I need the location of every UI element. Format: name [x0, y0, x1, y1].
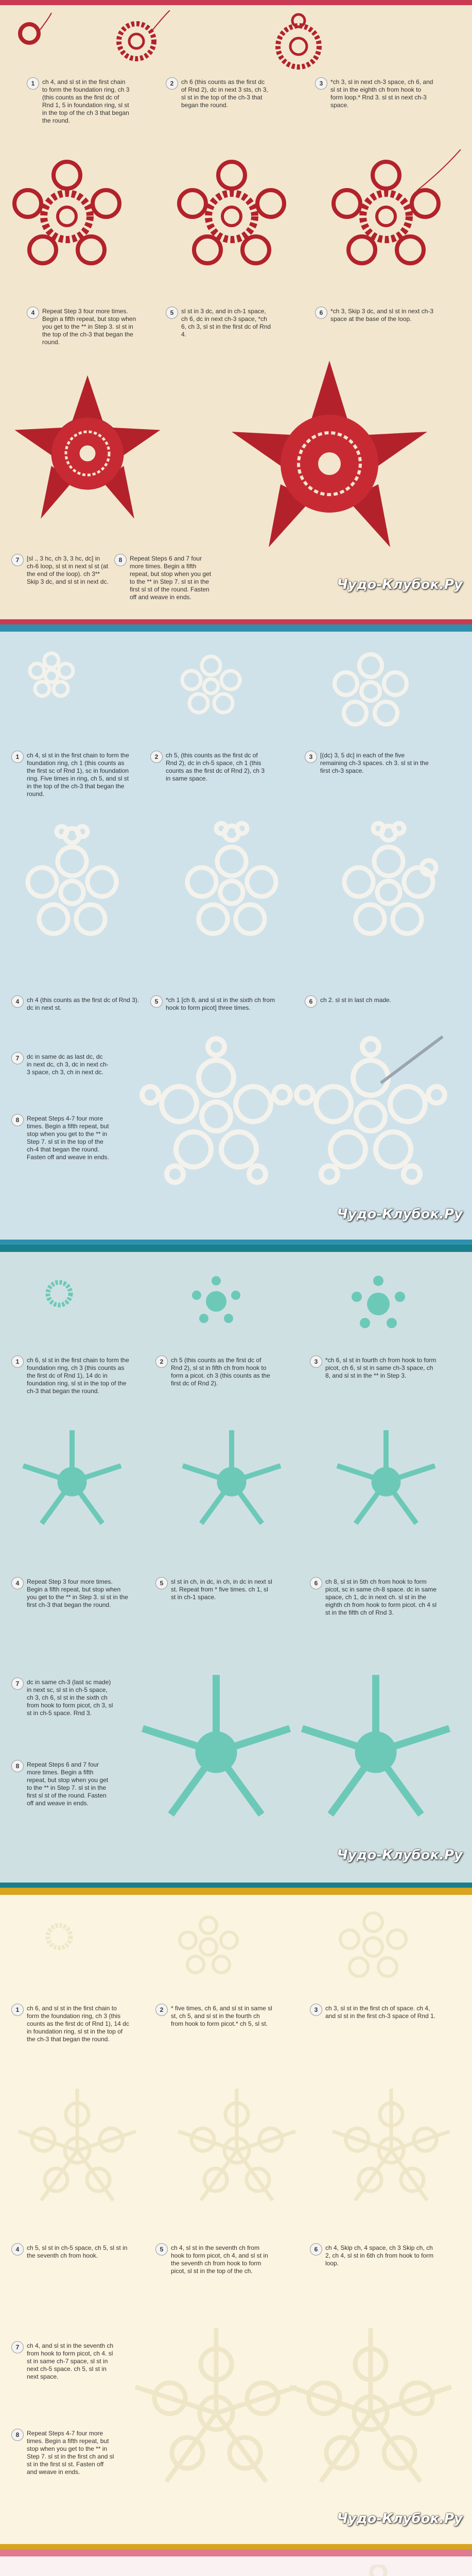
- step-number: 4: [27, 307, 39, 319]
- step-text: *ch 3, sl in next ch-3 space, ch 6, and sl st in the eighth ch from hook to form loop.* Rnd 3. sl st in next ch-3 space.: [330, 78, 433, 109]
- step-text: ch 8, sl st in 5th ch from hook to form picot, sc in same ch-8 space. dc in same space, ch 1, dc in next ch. sl st in the eighth ch from hook to form picot. ch 4 sl st in the fifth ch of Rnd 3.: [325, 1578, 437, 1616]
- step-number: 2: [155, 2004, 168, 2016]
- step-text: ch 4, and sl st in the first chain to form the foundation ring, ch 3 (this counts as the first dc of Rnd 1, 5 in foundation ring, sl st in the top of the ch 3 that began the round.: [42, 78, 130, 124]
- step-number: 3: [305, 751, 317, 763]
- step-number: 5: [150, 995, 163, 1008]
- step-text: ch 6 (this counts as the first dc of Rnd 2), dc in next 3 sts, ch 3, sl st in the top of the ch-3 that began the round.: [181, 78, 268, 109]
- photo-step-3: [329, 1903, 417, 1991]
- photo-step-8: [118, 1657, 463, 1848]
- photo-step-4: [5, 815, 139, 959]
- bottom-band: [0, 1240, 472, 1245]
- step-text: Repeat Steps 6 and 7 four more times. Begin a fifth repeat, but stop when you get to the ** in Step 7. sl st in the first sl st of the round. Fasten off and weave in ends.: [27, 1761, 109, 1807]
- photo-step-6: [314, 149, 463, 283]
- step-number: 7: [11, 1052, 24, 1064]
- step-text: *ch 6, sl st in fourth ch from hook to form picot, ch 6, sl st in same ch-3 space, ch 8, and sl st in the ** in Step 3.: [325, 1357, 436, 1379]
- step-text: ch 5, sl st in ch-5 space, ch 5, sl st in the seventh ch from hook.: [27, 2244, 128, 2259]
- photo-step-4: [5, 2078, 149, 2223]
- top-band: [0, 1888, 472, 1895]
- step-number: 8: [11, 2429, 24, 2441]
- step-number: 5: [166, 307, 178, 319]
- step-number: 6: [305, 995, 317, 1008]
- photo-step-4: [5, 155, 129, 278]
- step-number: 2: [150, 751, 163, 763]
- panel-red-motif: [0, 0, 472, 624]
- photo-step-4: [5, 1420, 139, 1544]
- step-number: 1: [11, 1355, 24, 1368]
- photo-step-5: [165, 1420, 299, 1544]
- step-text: Repeat Steps 4-7 four more times. Begin a fifth repeat, but stop when you get to the ** in Step 7. sl st in the top of the ch-4 that began the round. Fasten off and weave in ends.: [27, 1115, 109, 1161]
- panel-blue-motif: [0, 624, 472, 1245]
- bottom-band: [0, 619, 472, 624]
- photo-step-3: [340, 1255, 417, 1343]
- step-number: 5: [155, 1577, 168, 1589]
- step-text: *ch 3, Skip 3 dc, and sl st in next ch-3 space at the base of the loop.: [330, 308, 434, 323]
- step-number: 7: [11, 554, 24, 566]
- step-text: ch 2. sl st in last ch made.: [320, 996, 392, 1004]
- photo-step-3: [335, 2565, 422, 2576]
- site-logo: Чудо-Клубок.Ру: [337, 577, 463, 592]
- step-text: * five times, ch 6, and sl st in same sl st, ch 5, and sl st in the fourth ch from hook to form picot.* ch 5, sl st.: [171, 2005, 272, 2027]
- step-text: Repeat Steps 6 and 7 four more times. Begin a fifth repeat, but stop when you get to the ** in Step 7. sl st in the first sl st of the round. Fasten off and weave in ends.: [130, 555, 212, 601]
- step-number: 3: [315, 77, 327, 90]
- step-text: ch 4, sl st in the seventh ch from hook to form picot, ch 4, and sl st in the seventh ch from hook to form picot, sl st in the top of the ch.: [171, 2244, 268, 2275]
- step-text: [(dc) 3, 5 dc] in each of the five remaining ch-3 spaces. ch 3. sl st in the first ch-3 space.: [320, 752, 429, 774]
- photo-step-2: [180, 1265, 252, 1337]
- top-band: [0, 624, 472, 632]
- photo-step-2: [170, 645, 252, 727]
- step-number: 4: [11, 995, 24, 1008]
- panel-gold-motif: [0, 1888, 472, 2549]
- step-number: 4: [11, 2243, 24, 2256]
- step-text: sl st in ch, in dc, in ch, in dc in next sl st. Repeat from * five times. ch 1, sl st in ch-1 space.: [171, 1578, 272, 1601]
- photo-step-1: [31, 1265, 88, 1322]
- step-number: 8: [114, 554, 127, 566]
- step-text: Repeat Step 3 four more times. Begin a fifth repeat, but stop when you get to the ** in Step 3. sl st in the first ch-3 that began the round.: [27, 1578, 128, 1608]
- step-number: 6: [310, 1577, 322, 1589]
- photo-step-1: [6, 10, 53, 57]
- photo-step-1: [21, 645, 82, 707]
- step-text: *ch 1 [ch 8, and sl st in the sixth ch from hook to form picot] three times.: [166, 996, 275, 1011]
- step-number: 6: [310, 2243, 322, 2256]
- step-text: ch 4, and sl st in the seventh ch from hook to form picot, ch 4. sl st in same ch-7 space, sl st in next ch-5 space. ch 5, sl st in next space.: [27, 2342, 114, 2380]
- step-number: 8: [11, 1114, 24, 1126]
- step-text: ch 3, sl st in the first ch of space. ch 4, and sl st in the first ch-3 space of Rnd 1.: [325, 2005, 436, 2020]
- step-text: dc in same ch-3 (last sc made) in next sc, sl st in ch-5 space, ch 3, ch 6, sl st in the sixth ch from hook to form picot, ch 3, sl st in ch-5 space. Rnd 3.: [27, 1679, 113, 1717]
- step-text: dc in same dc as last dc, dc in next dc, ch 3, dc in next ch-3 space, ch 3, ch in next dc.: [27, 1053, 109, 1076]
- site-logo: Чудо-Клубок.Ру: [337, 2511, 463, 2527]
- photo-step-7: [10, 371, 170, 536]
- photo-step-2: [180, 2570, 257, 2576]
- site-logo: Чудо-Клубок.Ру: [337, 1207, 463, 1222]
- photo-step-8: [118, 2315, 463, 2511]
- step-number: 2: [166, 77, 178, 90]
- photo-step-3: [263, 10, 335, 82]
- photo-step-6: [319, 1420, 453, 1544]
- photo-step-2: [170, 1908, 247, 1986]
- step-number: 1: [11, 751, 24, 763]
- top-band: [0, 2549, 472, 2556]
- step-text: ch 6, sl st in the first chain to form the foundation ring, ch 3 (this counts as the first dc of Rnd 1), 14 dc in foundation ring, sl st in the top of the ch-3 that began the round.: [27, 1357, 129, 1395]
- step-number: 5: [155, 2243, 168, 2256]
- photo-step-8: [113, 1031, 463, 1201]
- photo-step-1: [31, 2570, 93, 2576]
- photo-step-5: [170, 155, 293, 278]
- photo-step-1: [31, 1908, 88, 1965]
- photo-step-3: [319, 645, 422, 738]
- step-text: ch 5, (this counts as the first dc of Rnd 2), dc in ch-5 space, ch 1 (this counts as the first dc of Rnd 2), ch 3 in same space.: [166, 752, 265, 782]
- top-band: [0, 1245, 472, 1252]
- top-band: [0, 0, 472, 5]
- step-number: 1: [11, 2004, 24, 2016]
- panel-green-motif: [0, 1245, 472, 1888]
- step-text: ch 4 (this counts as the first dc of Rnd 3). dc in next st.: [27, 996, 139, 1011]
- step-text: ch 4, sl st in the first chain to form the foundation ring, ch 1 (this counts as the first sc of Rnd 1), sc in foundation ring. Five times in ring, ch 5, and sl st in the top of the ch-3 that began the round.: [27, 752, 129, 798]
- step-number: 3: [310, 1355, 322, 1368]
- step-text: sl st in 3 dc, and in ch-1 space, ch 6, dc in next ch-3 space, *ch 6, ch 3, sl st in the first dc of Rnd 4.: [181, 308, 271, 338]
- step-text: [sl ., 3 hc, ch 3, 3 hc, dc] in ch-6 loop, sl st in next sl st (at the end of the loop). ch 3** Skip 3 dc, and sl st in next dc.: [27, 555, 109, 585]
- step-number: 3: [310, 2004, 322, 2016]
- step-text: Repeat Steps 4-7 four more times. Begin a fifth repeat, but stop when you get to the ** in Step 7. sl st in the first ch and sl st in the first sl st. Fasten off and weave in ends.: [27, 2430, 114, 2476]
- step-number: 8: [11, 1760, 24, 1772]
- photo-step-5: [165, 810, 299, 959]
- photo-step-5: [165, 2078, 309, 2223]
- step-number: 7: [11, 2341, 24, 2353]
- bottom-band: [0, 2544, 472, 2549]
- panel-pink-motif: [0, 2549, 472, 2576]
- step-number: 2: [155, 1355, 168, 1368]
- step-text: ch 6, and sl st in the first chain to form the foundation ring, ch 3 (this counts as the first dc of Rnd 1), 14 dc in foundation ring, sl st in the top of the ch-3 that began the round.: [27, 2005, 129, 2043]
- photo-step-8: [221, 355, 448, 572]
- photo-step-6: [319, 2078, 463, 2223]
- step-number: 6: [315, 307, 327, 319]
- step-number: 1: [27, 77, 39, 90]
- step-number: 7: [11, 1677, 24, 1690]
- photo-step-2: [106, 10, 172, 72]
- step-number: 4: [11, 1577, 24, 1589]
- step-text: Repeat Step 3 four more times. Begin a fifth repeat, but stop when you get to the ** in Step 3. sl st in the top of the ch-3 that began the round.: [42, 308, 136, 346]
- site-logo: Чудо-Клубок.Ру: [337, 1848, 463, 1863]
- bottom-band: [0, 1883, 472, 1888]
- photo-step-6: [319, 810, 458, 959]
- step-text: ch 4, Skip ch, 4 space, ch 3 Skip ch, ch 2, ch 4, sl st in 6th ch from hook to form loop.: [325, 2244, 434, 2267]
- step-text: ch 5 (this counts as the first dc of Rnd 2), sl st in fifth ch from hook to form a picot. ch 3 (this counts as the first dc of Rnd 2).: [171, 1357, 270, 1387]
